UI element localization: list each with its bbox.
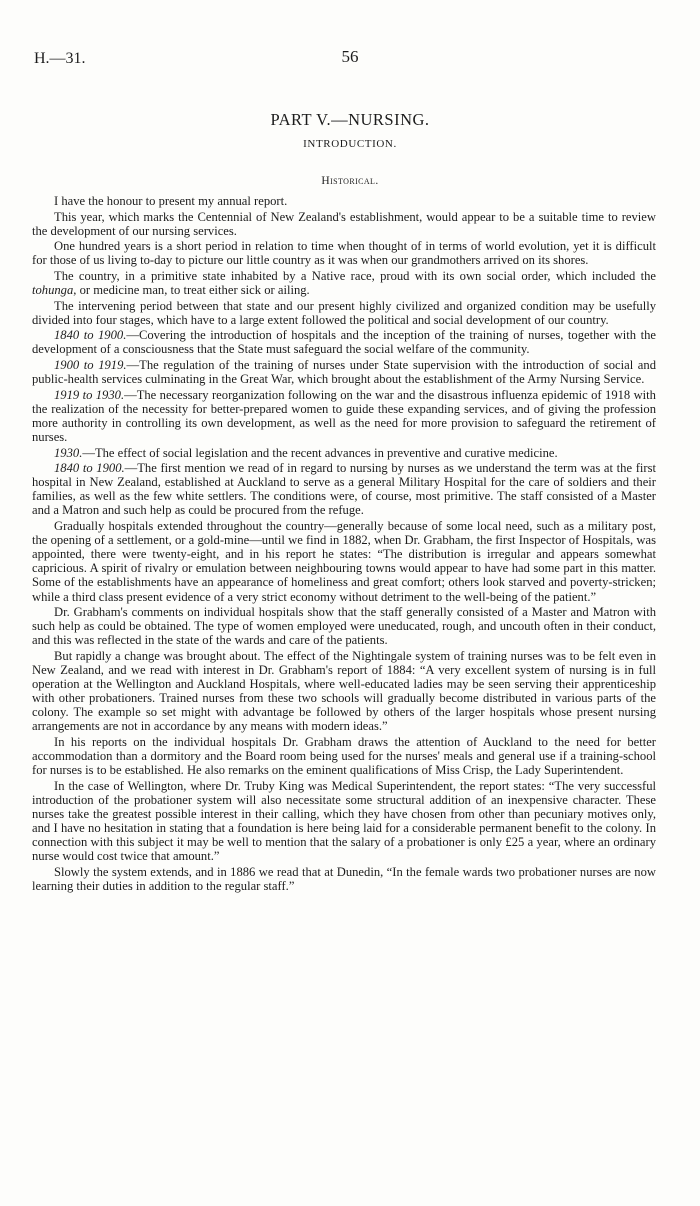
paragraph-text: The intervening period between that state and our present highly civilized and organized condition may be usefully divided into four stages, which have to a large extent followed the political and social development of our country. [32,298,656,327]
introduction-heading: INTRODUCTION. [303,138,397,150]
period-label: 1930. [54,445,83,460]
paragraph-text: One hundred years is a short period in relation to time when thought of in terms of world evolution, yet it is difficult for those of us living to-day to picture our little country as it was when our grandmothers arrived on its shores. [32,239,656,268]
paragraph [32,328,656,356]
paragraph-text: Dr. Grabham's comments on individual hospitals show that the staff generally consisted of a Master and Matron with such help as could be obtained. The type of women employed were uneducated, rough, and uncouth often in their conduct, and this was reflected in the state of the wards and care of the patients. [32,605,656,648]
paragraph [32,865,656,893]
paragraph-text: In the case of Wellington, where Dr. Truby King was Medical Superintendent, the report states: “The very successful introduction of the probationer system will also necessitate some structural addition of an inexpensive character. These nurses take the greatest possible interest in their calling, which they have chosen from other than pecuniary motives only, and I have no hesitation in stating that a foundation is here being laid for a considerable permanent benefit to the colony. In connection with this subject it may be well to mention that the salary of a probationer is only £25 a year, where an ordinary nurse would cost twice that amount.” [32,778,656,864]
paragraph-text: This year, which marks the Centennial of New Zealand's establishment, would appear to be a suitable time to review the development of our nursing services. [32,209,656,238]
italic-term: tohunga [32,283,74,298]
body-text [32,194,656,895]
paragraph-text: I have the honour to present my annual report. [54,194,288,208]
period-label: 1919 to 1930. [54,387,125,402]
paragraph-text: The country, in a primitive state inhabited by a Native race, proud with its own social order, which included the [54,268,656,283]
paragraph [32,358,656,386]
document-reference: H.—31. [34,50,86,67]
paragraph [32,649,656,734]
paragraph-text: In his reports on the individual hospitals Dr. Grabham draws the attention of Auckland to the need for better accommodation than a dormitory and the Board room being used for the nurses' meals and general use if a training-school for nurses is to be established. He also remarks on the eminent qualifications of Miss Crisp, the Lady Superintendent. [32,734,656,778]
paragraph-text: —Covering the introduction of hospitals and the inception of the training of nurses, together with the development of a consciousness that the State must safeguard the social welfare of the community. [32,328,656,357]
paragraph-text: —The necessary reorganization following on the war and the disastrous influenza epidemic of 1918 with the realization of the necessity for better-prepared women to guide these expanding services, and of giving the profession more authority in controlling its own development, as well as the need for more provision to safeguard the retirement of nurses. [32,387,656,444]
part-title: PART V.—NURSING. [270,110,430,129]
paragraph [32,735,656,777]
paragraph-text: Slowly the system extends, and in 1886 we read that at Dunedin, “In the female wards two probationer nurses are now learning their duties in addition to the regular staff.” [32,864,656,893]
paragraph [32,779,656,864]
paragraph [32,269,656,297]
paragraph [32,239,656,267]
paragraph-text: —The first mention we read of in regard to nursing by nurses as we understand the term was at the first hospital in New Zealand, established at Auckland to serve as a general Military Hospital for the care of soldiers and their families, as well as the few white settlers. The conditions were, of course, most primitive. The staff consisted of a Master and a Matron and such help as could be procured from the refuge. [32,461,656,518]
section-heading-historical: Historical. [321,175,379,187]
paragraph [32,194,656,208]
paragraph-text: —The regulation of the training of nurses under State supervision with the introduction of social and public-health services culminating in the Great War, which brought about the establishment of the Army Nursing Service. [32,358,656,387]
paragraph-text: —The effect of social legislation and the recent advances in preventive and curative medicine. [82,445,558,460]
paragraph [32,388,656,444]
paragraph-text: , or medicine man, to treat either sick or ailing. [73,283,310,298]
paragraph-text: But rapidly a change was brought about. The effect of the Nightingale system of training nurses was to be felt even in New Zealand, and we read with interest in Dr. Grabham's report of 1884: “A very excellent system of nursing is in full operation at the Wellington and Auckland Hospitals, where well-educated ladies may be seen serving their apprenticeship with other probationers. Trained nurses from these two schools will gradually become distributed in various parts of the colony. The example so set might with advantage be followed by others of the larger hospitals whose present nursing arrangements are not in accordance by any means with modern ideas.” [32,648,656,734]
period-label: 1900 to 1919. [54,358,127,373]
period-label: 1840 to 1900. [54,461,125,476]
paragraph [32,446,656,460]
paragraph-text: Gradually hospitals extended throughout the country—generally because of some local need, such as a military post, the opening of a settlement, or a gold-mine—until we find in 1882, when Dr. Grabham, the first Inspector of Hospitals, was appointed, there were twenty-eight, and in his report he states: “The distribution is irregular and appears somewhat capricious. A spirit of rivalry or emulation between neighbouring towns would appear to have had some part in this matter. Some of the establishments have an appearance of homeliness and great comfort; others look starved and poverty-stricken; while a third class present evidence of a very strict economy without detriment to the well-being of the patient.” [32,519,656,604]
page-header [34,47,666,74]
period-label: 1840 to 1900. [54,328,127,343]
paragraph [32,605,656,647]
paragraph [32,299,656,327]
paragraph [32,461,656,517]
page-number: 56 [341,47,359,66]
paragraph [32,519,656,604]
paragraph [32,210,656,238]
